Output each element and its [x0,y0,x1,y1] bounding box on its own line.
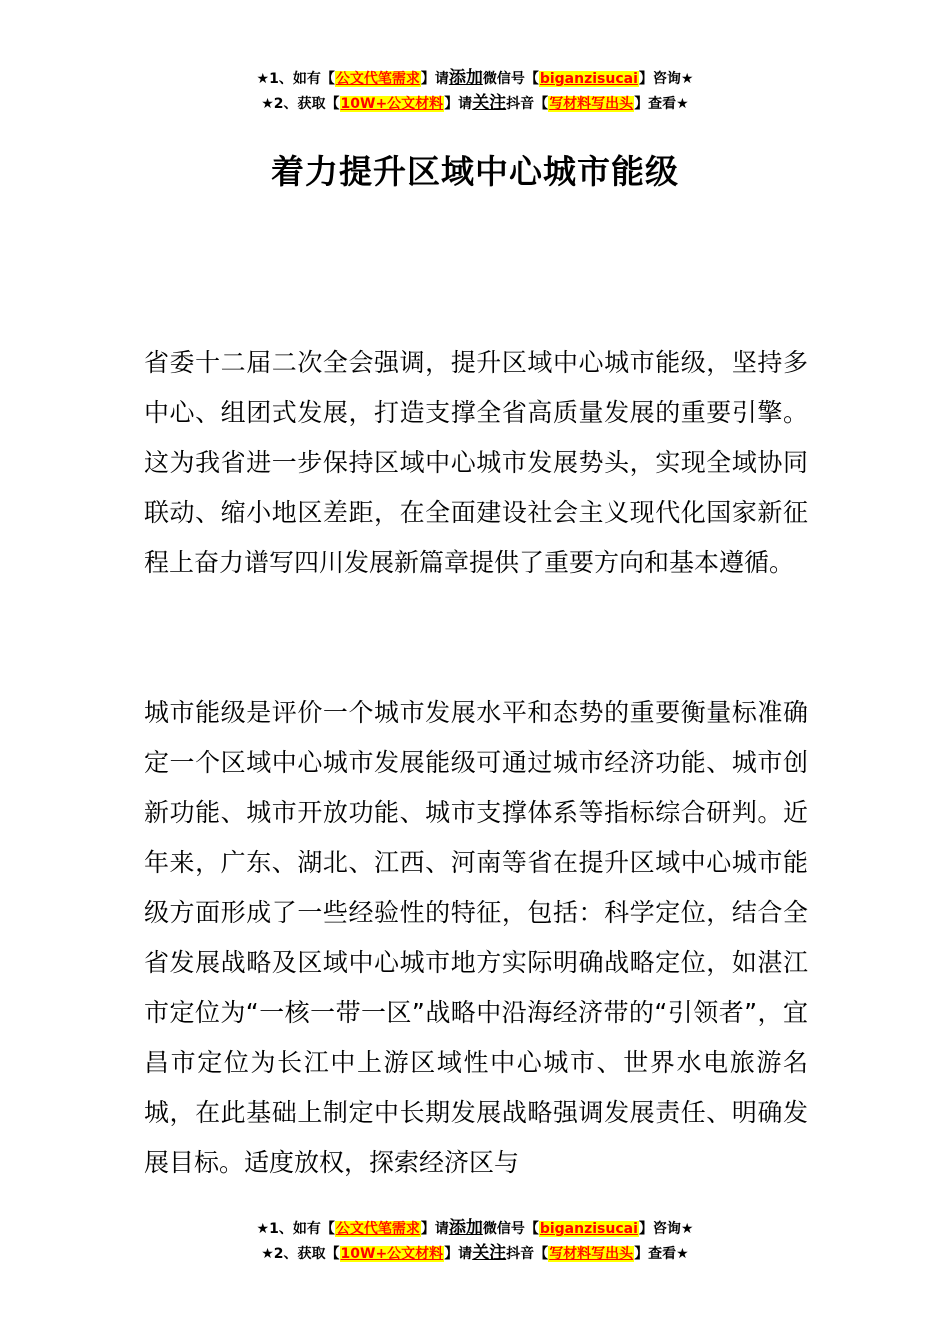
body-paragraph: 省委十二届二次全会强调，提升区域中心城市能级，坚持多中心、组团式发展，打造支撑全省高质量发展的重要引擎。这为我省进一步保持区域中心城市发展势头，实现全域协同联动、缩小地区差距，在全面建设社会主义现代化国家新征程上奋力谱写四川发展新篇章提供了重要方向和基本遵循。 [144,348,808,577]
header-banner [0,66,950,116]
body-paragraph: 城市能级是评价一个城市发展水平和态势的重要衡量标准确定一个区域中心城市发展能级可通过城市经济功能、城市创新功能、城市开放功能、城市支撑体系等指标综合研判。近年来，广东、湖北、江西、河南等省在提升区域中心城市能级方面形成了一些经验性的特征，包括：科学定位，结合全省发展战略及区域中心城市地方实际明确战略定位，如湛江市定位为“一核一带一区”战略中沿海经济带的“引领者”，宜昌市定位为长江中上游区域性中心城市、世界水电旅游名城，在此基础上制定中长期发展战略强调发展责任、明确发展目标。适度放权，探索经济区与 [144,698,808,1177]
banner-text: 】请 [444,1246,473,1262]
service-highlight: 公文代笔需求 [335,1221,420,1237]
materials-highlight: 10W+公文材料 [340,1246,444,1262]
banner-text: ★2、获取【 [261,96,340,112]
banner-text: 】查看★ [634,1246,689,1262]
banner-text: 抖音【 [506,1246,549,1262]
banner-line-2 [0,91,950,116]
banner-text: 】咨询★ [638,1221,694,1237]
document-title: 着力提升区域中心城市能级 [271,152,679,191]
banner-text: ★1、如有【 [256,71,335,87]
wechat-id-highlight: biganzisucai [539,71,638,87]
service-highlight: 公文代笔需求 [335,71,420,87]
banner-line-2 [0,1241,950,1266]
emphasis-text: 关注 [472,93,507,113]
banner-text: ★2、获取【 [261,1246,340,1262]
banner-text: 】查看★ [634,96,689,112]
emphasis-text: 关注 [472,1243,507,1263]
banner-text: 微信号【 [482,71,539,87]
footer-banner [0,1216,950,1266]
banner-text: 】请 [420,1221,449,1237]
banner-text: 】咨询★ [638,71,694,87]
banner-line-1 [0,66,950,91]
emphasis-text: 添加 [448,1218,483,1238]
douyin-id-highlight: 写材料写出头 [549,1246,634,1262]
wechat-id-highlight: biganzisucai [539,1221,638,1237]
douyin-id-highlight: 写材料写出头 [549,96,634,112]
banner-text: 】请 [444,96,473,112]
materials-highlight: 10W+公文材料 [340,96,444,112]
banner-text: 微信号【 [482,1221,539,1237]
banner-text: ★1、如有【 [256,1221,335,1237]
banner-text: 抖音【 [506,96,549,112]
emphasis-text: 添加 [448,68,483,88]
banner-line-1 [0,1216,950,1241]
banner-text: 】请 [420,71,449,87]
